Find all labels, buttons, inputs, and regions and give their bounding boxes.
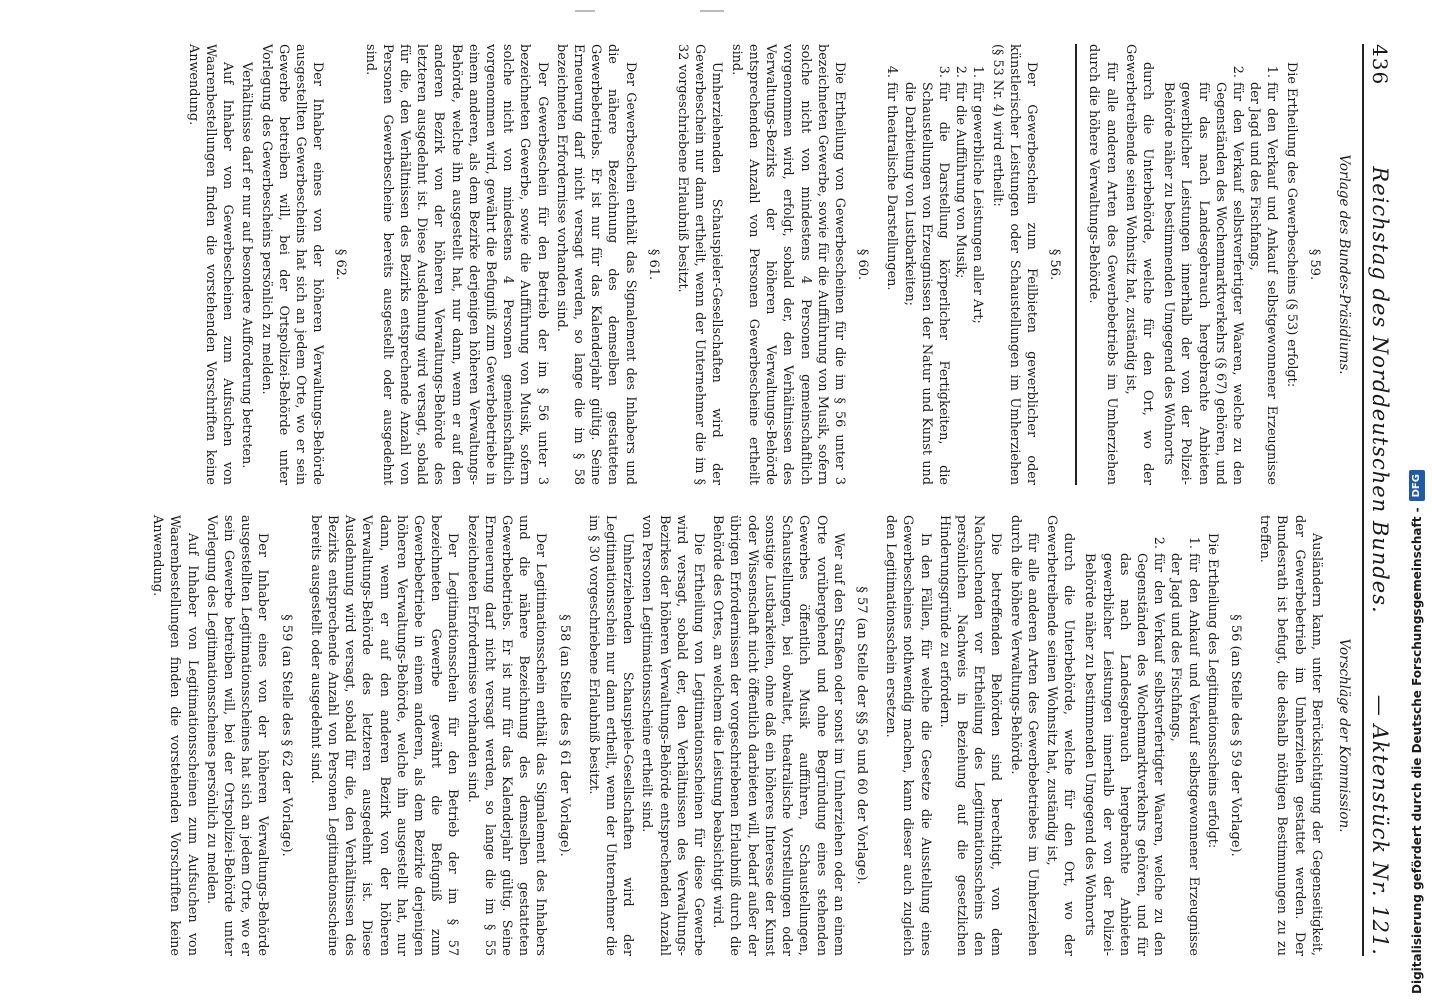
header-right-title: — Aktenstück Nr. 121. — [1368, 694, 1392, 956]
paragraph: durch die Unterbehörde, welche für den Ort, wo der Gewerbetreibende seinen Wohnsitz hat, zuständig ist, — [1122, 44, 1155, 485]
page-number: 436 — [1368, 44, 1392, 86]
digitization-credit — [1405, 94, 1429, 994]
paragraph: Die Ertheilung von Gewerbescheinen für die im § 56 unter 3 bezeichneten Gewerbe, sowie für die Aufführung von Musik, sofern solche nicht von mindestens 4 Personen gemeinschaftlich vorgenommen wird, erfolgt, sobald der, den Verhältnissen des Verwaltungs-Bezirks der höheren Verwaltungs-Behörde entsprechenden Anzahl von Personen Gewerbescheine ertheilt sind. — [728, 44, 847, 485]
numbered-list — [883, 44, 986, 485]
section-title: § 59. — [1306, 248, 1322, 281]
paragraph: für alle anderen Arten des Gewerbebetriebs im Umherziehen durch die höhere Verwaltungs-Behörde. — [1086, 44, 1119, 485]
paragraph: Auf Inhaber von Gewerbescheinen zum Aufsuchen von Waarenbestellungen finden die vorstehenden Vorschriften keine Anwendung. — [185, 44, 236, 485]
paragraph: durch die Unterbehörde, welche für den Ort, wo der Gewerbetreibende seinen Wohnsitz hat, zuständig ist, — [1043, 515, 1077, 956]
paragraph: Der Legitimationsschein für den Betrieb der im § 57 bezeichneten Gewerbe gewährt die Befugniß zum Gewerbebetriebe in einem anderen, als dem Bezirke derjenigen höheren Verwaltungs-Behörde, welche ihn ausgestellt hat, nur dann, wenn er auf den anderen Bezirk von der höheren Verwaltungs-Behörde des letzteren ausgedehnt ist. Diese Ausdehnung wird versagt, sobald für die, den Verhältnissen des Bezirks entsprechende Anzahl von Personen Legitimationsscheine bereits ausgestellt oder ausgedehnt sind. — [307, 515, 461, 956]
numbered-list — [1160, 44, 1280, 485]
paragraph: Der Legitimationsschein enthält das Signalement des Inhabers und die nähere Bezeichnung des demselben gestatteten Gewerbebetriebs. Er ist nur für das Kalenderjahr gültig. Seine Erneuerung darf nicht versagt werden, so lange die im § 55 bezeichneten Erfordernisse vorhanden sind. — [464, 515, 549, 956]
right-column-kommission — [147, 515, 1352, 956]
digitization-credit-strip — [1402, 6, 1426, 994]
left-column-vorlage — [147, 44, 1352, 485]
paragraph: Der Gewerbeschein für den Betrieb der im § 56 unter 3 bezeichneten Gewerbe, sowie die Aufführung von Musik, sofern solche nicht von mindestens 4 Personen gemeinschaftlich vorgenommen wird, gewährt die Befugniß zum Gewerbebetriebe in einem anderen, als dem Bezirke derjenigen höheren Verwaltungs-Behörde, welche ihn ausgestellt hat, nur dann, wenn er auf den anderen Bezirk von der höheren Verwaltungs-Behörde des letzteren ausgedehnt ist. Diese Ausdehnung wird versagt, sobald für die, den Verhältnissen des Bezirks entsprechende Anzahl von Personen Gewerbescheine bereits ausgestellt oder ausgedehnt sind. — [362, 44, 550, 485]
dfg-logo: DFG — [1409, 470, 1425, 501]
section-title: § 62. — [333, 248, 349, 281]
paragraph: Wer auf den Straßen oder sonst im Umherziehen oder an einem Orte vorübergehend und ohne Begründung eines stehenden Gewerbes öffentlich Musik aufführen, Schaustellungen, Schaustellungen, bei obwaltet, theatralische Vorstellungen oder sonstige Lustbarkeiten, ohne daß ein höheres Interesse der Kunst oder Wissenschaft nicht öffentlich darbieten will, bedarf außer der übrigen Erfordernissen der vorgeschriebenen Erlaubniß durch die Behörde des Ortes, an welchem die Leistung beabsichtigt wird. — [710, 515, 846, 956]
two-column-body — [147, 44, 1352, 956]
left-column-heading: Vorlage des Bundes-Präsidiums. — [1336, 154, 1352, 375]
paragraph: Der Gewerbeschein zum Feilbieten gewerblicher oder künstlerischer Leistungen oder Schaustellungen im Umherziehen (§ 53 Nr. 4) wird ertheilt: — [989, 44, 1039, 485]
right-column-heading: Vorschläge der Kommission. — [1336, 638, 1352, 833]
section-title: § 59 (an Stelle des § 62 der Vorlage). — [278, 614, 294, 857]
section-title: § 61. — [645, 248, 661, 281]
paragraph: Die betreffenden Behörden sind berechtigt, von dem Nachsuchenden vor Ertheilung des Legitimationsscheins den persönlichen Nachweis in Beziehung auf die gesetzlichen Hinderungsgründe zu erfordern. — [936, 515, 1004, 956]
section-title: § 58 (an Stelle des § 61 der Vorlage). — [556, 614, 572, 857]
section-title: § 56 (an Stelle des § 59 der Vorlage). — [1227, 614, 1243, 857]
paragraph: Verhältnisse darf er nur auf besondere Aufforderung betreten. — [239, 62, 255, 469]
section-divider — [1075, 44, 1077, 485]
section-title: § 57 (an Stelle der §§ 56 und 60 der Vorlage). — [853, 586, 869, 885]
paragraph: Der Gewerbeschein enthält das Signalement des Inhabers und die nähere Bezeichnung des demselben gestatteten Gewerbebetriebs. Er ist nur für das Kalenderjahr gültig. Seine Erneuerung darf nicht versagt werden, so lange die im § 58 bezeichneten Erfordernisse vorhanden sind. — [553, 44, 638, 485]
paragraph: Umherziehenden Schauspieler-Gesellschaften wird der Gewerbeschein nur dann ertheilt, wenn der Unternehmer die im § 32 vorgeschriebene Erlaubniß besitzt. — [675, 44, 725, 485]
paragraph: Umherziehenden Schauspiele-Gesellschaften wird der Legitimationsschein nur dann ertheilt, wenn der Unternehmer die im § 30 vorgeschriebene Erlaubniß besitzt. — [585, 515, 636, 956]
paragraph: Der Inhaber eines von der höheren Verwaltungs-Behörde ausgestellten Gewerbescheins hat sich an jedem Orte, wo er sein Gewerbe betreiben will, bei der Ortspolizei-Behörde unter Vorlegung des Gewerbescheins persönlich zu melden. — [258, 44, 326, 485]
list-item: 1. für den Verkauf und Ankauf selbstgewonnener Erzeugnisse der Jagd und des Fischfangs, — [1246, 82, 1280, 485]
paragraph: In den Fällen, für welche die Gesetze die Ausstellung eines Gewerbescheines nothwendig machen, kann dieser auch zugleich den Legitimationsschein ersetzen. — [883, 515, 933, 956]
paragraph: Ausländern kann, unter Berücksichtigung der Gegenseitigkeit, der Gewerbebetrieb im Umherziehen gestattet werden. Der Bundesrath ist befugt, die deshalb nöthigen Bestimmungen zu zu treffen. — [1257, 515, 1324, 956]
section-title: § 56. — [1047, 248, 1063, 281]
paragraph: für alle anderen Arten des Gewerbebetriebes im Umherziehen durch die höhere Verwaltungs-Behörde. — [1007, 515, 1040, 956]
list-item: 3. für die Darstellung körperlicher Fertigkeiten, die Schaustellungen von Erzeugnissen der Natur und Kunst und die Darbietung von Lustbarkeiten; — [900, 82, 952, 485]
list-item: 4. für theatralische Darstellungen. — [883, 82, 900, 485]
scan-artifact — [575, 10, 595, 12]
header-left-title: Reichstag des Norddeutschen Bundes. — [1368, 166, 1392, 614]
running-header — [1362, 44, 1392, 956]
numbered-list — [1081, 515, 1201, 956]
list-item: 2. für den Verkauf selbstverfertigter Waaren, welche zu den Gegenständen des Wochenmarktverkehrs gehören, und für das nach Landesgebrauch hergebrachte Anbieten gewerblicher Leistungen innerhalb der von der Polizei-Behörde näher zu bestimmenden Umgegend des Wohnorts — [1081, 553, 1167, 956]
list-item: 2. für den Verkauf selbstverfertigter Waaren, welche zu den Gegenständen des Wochenmarktverkehrs (§ 67) gehören, und für das nach Landesgebrauch hergebrachte Anbieten gewerblicher Leistungen innerhalb der von der Polizei-Behörde näher zu bestimmenden Umgegend des Wohnorts — [1160, 82, 1246, 485]
paragraph: Die Ertheilung des Legitimationsscheins erfolgt: — [1204, 533, 1220, 849]
credit-text: Digitalisierung gefördert durch die Deutsche Forschungsgemeinschaft - — [1410, 507, 1424, 994]
paragraph: Die Ertheilung von Legitimationsscheinen für diese Gewerbe wird versagt, sobald der, den Verhältnissen des Verwaltungs-Bezirkes der höheren Verwaltungs-Behörde entsprechenden Anzahl von Personen Legitimationsscheine ertheilt sind. — [639, 515, 707, 956]
scan-artifact — [700, 10, 724, 12]
paragraph: Der Inhaber eines von der höheren Verwaltungs-Behörde ausgestellten Legitimationsscheines hat sich an jedem Orte, wo er sein Gewerbe betreiben will, bei der Ortspolizei-Behörde unter Vorlegung des Legitimationsscheines persönlich zu melden. — [203, 515, 271, 956]
paragraph: Die Ertheilung des Gewerbescheins (§ 53) erfolgt: — [1283, 62, 1299, 388]
section-title: § 60. — [855, 248, 871, 281]
paragraph: Auf Inhaber von Legitimationsscheinen zum Aufsuchen von Waarenbestellungen finden die vorstehenden Vorschriften keine Anwendung. — [150, 515, 200, 956]
list-item: 1. für gewerbliche Leistungen aller Art; — [969, 82, 986, 485]
list-item: 2. für die Aufführung von Musik; — [952, 82, 969, 485]
list-item: 1. für den Ankauf und Verkauf selbstgewonnener Erzeugnisse der Jagd und des Fischfangs, — [1167, 553, 1201, 956]
